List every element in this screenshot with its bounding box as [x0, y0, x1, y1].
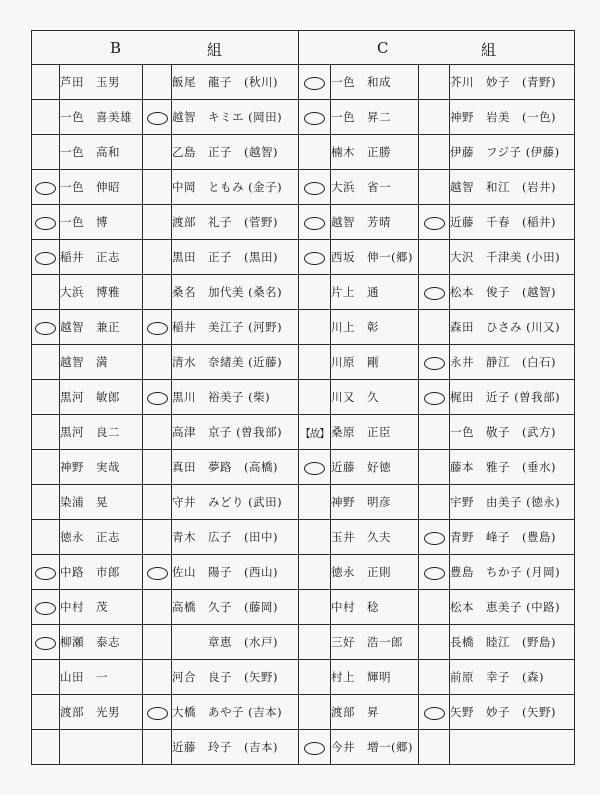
name-cell: 真田 夢路 (高橋): [172, 450, 299, 485]
mark-cell: [143, 730, 172, 765]
mark-cell: [32, 660, 60, 695]
name-cell: 大浜 博雅: [60, 275, 143, 310]
name-cell: 越智 和江 (岩井): [450, 170, 575, 205]
table-row: [32, 695, 575, 730]
name-cell: 川上 彰: [331, 310, 419, 345]
mark-cell: [32, 625, 60, 660]
circle-mark-icon: [147, 112, 168, 125]
group-c-letter: C: [377, 39, 389, 57]
mark-cell: [143, 345, 172, 380]
mark-cell: [32, 275, 60, 310]
mark-cell: [143, 240, 172, 275]
name-cell: 松本 俊子 (越智): [450, 275, 575, 310]
table-row: [32, 100, 575, 135]
name-cell: 佐山 陽子 (西山): [172, 555, 299, 590]
name-cell: 越智 兼正: [60, 310, 143, 345]
mark-cell: [299, 205, 331, 240]
name-cell: 芥川 妙子 (青野): [450, 65, 575, 100]
header-row: [32, 31, 575, 65]
name-cell: 松本 恵美子 (中路): [450, 590, 575, 625]
table-row: [32, 415, 575, 450]
table-row: [32, 485, 575, 520]
roster-body: [32, 65, 575, 765]
name-cell: 今井 増一(郷): [331, 730, 419, 765]
deceased-tag: 【故】: [300, 427, 329, 440]
mark-cell: [419, 730, 450, 765]
name-cell: 渡部 光男: [60, 695, 143, 730]
table-row: [32, 660, 575, 695]
name-cell: 青木 広子 (田中): [172, 520, 299, 555]
name-cell: 高橋 久子 (藤岡): [172, 590, 299, 625]
mark-cell: [419, 65, 450, 100]
mark-cell: [419, 205, 450, 240]
mark-cell: [419, 345, 450, 380]
name-cell: 徳永 正志: [60, 520, 143, 555]
name-cell: 村上 輝明: [331, 660, 419, 695]
name-cell: 豊島 ちか子 (月岡): [450, 555, 575, 590]
name-cell: 越智 芳晴: [331, 205, 419, 240]
circle-mark-icon: [147, 392, 168, 405]
mark-cell: [143, 170, 172, 205]
table-row: [32, 310, 575, 345]
name-cell: 章恵 (水戸): [172, 625, 299, 660]
mark-cell: [419, 660, 450, 695]
roster-table: [31, 30, 575, 765]
mark-cell: [419, 135, 450, 170]
name-cell: 神野 明彦: [331, 485, 419, 520]
group-c-header: [299, 31, 575, 65]
circle-mark-icon: [424, 392, 445, 405]
circle-mark-icon: [147, 567, 168, 580]
mark-cell: [419, 625, 450, 660]
name-cell: 渡部 昇: [331, 695, 419, 730]
name-cell: 片上 通: [331, 275, 419, 310]
name-cell: 中村 茂: [60, 590, 143, 625]
name-cell: 森田 ひさみ (川又): [450, 310, 575, 345]
table-row: [32, 135, 575, 170]
mark-cell: [32, 345, 60, 380]
mark-cell: [299, 310, 331, 345]
name-cell: 矢野 妙子 (矢野): [450, 695, 575, 730]
mark-cell: [143, 100, 172, 135]
mark-cell: [419, 555, 450, 590]
table-row: [32, 520, 575, 555]
name-cell: 神野 岩美 (一色): [450, 100, 575, 135]
name-cell: 西坂 伸一(郷): [331, 240, 419, 275]
name-cell: 染浦 晃: [60, 485, 143, 520]
name-cell: 黒田 正子 (黒田): [172, 240, 299, 275]
table-row: [32, 205, 575, 240]
circle-mark-icon: [35, 252, 56, 265]
name-cell: 梶田 近子 (曽我部): [450, 380, 575, 415]
table-row: [32, 65, 575, 100]
group-b-kumi: 組: [207, 41, 223, 59]
name-cell: [60, 730, 143, 765]
mark-cell: [419, 695, 450, 730]
name-cell: 柳瀬 泰志: [60, 625, 143, 660]
mark-cell: [143, 415, 172, 450]
mark-cell: [419, 380, 450, 415]
mark-cell: [419, 170, 450, 205]
table-row: [32, 730, 575, 765]
mark-cell: [299, 100, 331, 135]
mark-cell: [419, 485, 450, 520]
name-cell: 前原 幸子 (森): [450, 660, 575, 695]
mark-cell: [32, 240, 60, 275]
circle-mark-icon: [424, 707, 445, 720]
mark-cell: [299, 345, 331, 380]
circle-mark-icon: [424, 357, 445, 370]
mark-cell: [419, 590, 450, 625]
name-cell: 一色 敬子 (武方): [450, 415, 575, 450]
table-row: [32, 590, 575, 625]
name-cell: 高津 京子 (曽我部): [172, 415, 299, 450]
mark-cell: [419, 275, 450, 310]
name-cell: 一色 和成: [331, 65, 419, 100]
name-cell: 稲井 正志: [60, 240, 143, 275]
circle-mark-icon: [147, 707, 168, 720]
mark-cell: [143, 520, 172, 555]
name-cell: [450, 730, 575, 765]
mark-cell: [32, 555, 60, 590]
mark-cell: [299, 625, 331, 660]
circle-mark-icon: [424, 287, 445, 300]
name-cell: 一色 喜美雄: [60, 100, 143, 135]
circle-mark-icon: [424, 532, 445, 545]
mark-cell: [143, 135, 172, 170]
mark-cell: [32, 170, 60, 205]
name-cell: 清水 奈緒美 (近藤): [172, 345, 299, 380]
mark-cell: [32, 415, 60, 450]
mark-cell: [143, 555, 172, 590]
circle-mark-icon: [304, 462, 325, 475]
name-cell: 青野 峰子 (豊島): [450, 520, 575, 555]
name-cell: 渡部 礼子 (菅野): [172, 205, 299, 240]
mark-cell: [299, 415, 331, 450]
circle-mark-icon: [304, 252, 325, 265]
name-cell: 一色 博: [60, 205, 143, 240]
name-cell: 中路 市郎: [60, 555, 143, 590]
mark-cell: [32, 485, 60, 520]
circle-mark-icon: [35, 567, 56, 580]
name-cell: 越智 キミエ (岡田): [172, 100, 299, 135]
mark-cell: [32, 380, 60, 415]
mark-cell: [419, 415, 450, 450]
name-cell: 中岡 ともみ (金子): [172, 170, 299, 205]
name-cell: 近藤 好徳: [331, 450, 419, 485]
mark-cell: [299, 555, 331, 590]
table-row: [32, 170, 575, 205]
table-row: [32, 625, 575, 660]
name-cell: 徳永 正則: [331, 555, 419, 590]
mark-cell: [32, 205, 60, 240]
name-cell: 近藤 千春 (稲井): [450, 205, 575, 240]
name-cell: 玉井 久夫: [331, 520, 419, 555]
mark-cell: [143, 205, 172, 240]
mark-cell: [299, 65, 331, 100]
mark-cell: [299, 485, 331, 520]
name-cell: 神野 実哉: [60, 450, 143, 485]
table-row: [32, 345, 575, 380]
name-cell: 楠木 正勝: [331, 135, 419, 170]
table-row: [32, 380, 575, 415]
mark-cell: [299, 135, 331, 170]
circle-mark-icon: [304, 77, 325, 90]
name-cell: 三好 浩一郎: [331, 625, 419, 660]
circle-mark-icon: [35, 637, 56, 650]
table-row: [32, 240, 575, 275]
mark-cell: [299, 170, 331, 205]
mark-cell: [143, 450, 172, 485]
circle-mark-icon: [424, 567, 445, 580]
mark-cell: [32, 310, 60, 345]
name-cell: 乙島 正子 (越智): [172, 135, 299, 170]
name-cell: 桑原 正臣: [331, 415, 419, 450]
mark-cell: [299, 730, 331, 765]
name-cell: 河合 良子 (矢野): [172, 660, 299, 695]
name-cell: 永井 静江 (白石): [450, 345, 575, 380]
mark-cell: [299, 240, 331, 275]
circle-mark-icon: [35, 602, 56, 615]
mark-cell: [143, 485, 172, 520]
roster-sheet: [31, 30, 574, 765]
name-cell: 中村 稔: [331, 590, 419, 625]
mark-cell: [32, 730, 60, 765]
group-c-kumi: 組: [481, 41, 497, 59]
group-b-letter: B: [110, 39, 122, 57]
mark-cell: [32, 135, 60, 170]
mark-cell: [419, 240, 450, 275]
mark-cell: [419, 100, 450, 135]
mark-cell: [299, 695, 331, 730]
table-row: [32, 275, 575, 310]
mark-cell: [299, 660, 331, 695]
name-cell: 一色 高和: [60, 135, 143, 170]
circle-mark-icon: [35, 182, 56, 195]
name-cell: 桑名 加代美 (桑名): [172, 275, 299, 310]
name-cell: 近藤 玲子 (吉本): [172, 730, 299, 765]
name-cell: 宇野 由美子 (徳永): [450, 485, 575, 520]
circle-mark-icon: [424, 217, 445, 230]
mark-cell: [143, 590, 172, 625]
circle-mark-icon: [304, 217, 325, 230]
mark-cell: [32, 65, 60, 100]
mark-cell: [32, 590, 60, 625]
mark-cell: [32, 520, 60, 555]
name-cell: 黒河 敏郎: [60, 380, 143, 415]
name-cell: 川又 久: [331, 380, 419, 415]
mark-cell: [419, 450, 450, 485]
mark-cell: [32, 695, 60, 730]
name-cell: 一色 伸昭: [60, 170, 143, 205]
name-cell: 大浜 省一: [331, 170, 419, 205]
mark-cell: [143, 310, 172, 345]
mark-cell: [299, 520, 331, 555]
mark-cell: [299, 590, 331, 625]
circle-mark-icon: [35, 322, 56, 335]
circle-mark-icon: [304, 182, 325, 195]
name-cell: 山田 一: [60, 660, 143, 695]
name-cell: 大沢 千津美 (小田): [450, 240, 575, 275]
name-cell: 長橋 睦江 (野島): [450, 625, 575, 660]
name-cell: 伊藤 フジ子 (伊藤): [450, 135, 575, 170]
name-cell: 飯尾 龍子 (秋川): [172, 65, 299, 100]
mark-cell: [419, 520, 450, 555]
mark-cell: [32, 100, 60, 135]
name-cell: 越智 満: [60, 345, 143, 380]
circle-mark-icon: [147, 322, 168, 335]
circle-mark-icon: [35, 217, 56, 230]
name-cell: 守井 みどり (武田): [172, 485, 299, 520]
mark-cell: [299, 380, 331, 415]
mark-cell: [143, 695, 172, 730]
table-row: [32, 450, 575, 485]
mark-cell: [143, 65, 172, 100]
group-b-header: [32, 31, 299, 65]
mark-cell: [143, 660, 172, 695]
circle-mark-icon: [304, 742, 325, 755]
mark-cell: [419, 310, 450, 345]
name-cell: 黒河 良二: [60, 415, 143, 450]
name-cell: 稲井 美江子 (河野): [172, 310, 299, 345]
mark-cell: [299, 275, 331, 310]
mark-cell: [143, 625, 172, 660]
mark-cell: [299, 450, 331, 485]
mark-cell: [143, 380, 172, 415]
name-cell: 大橋 あや子 (吉本): [172, 695, 299, 730]
circle-mark-icon: [304, 112, 325, 125]
mark-cell: [143, 275, 172, 310]
name-cell: 川原 剛: [331, 345, 419, 380]
table-row: [32, 555, 575, 590]
name-cell: 芦田 玉男: [60, 65, 143, 100]
name-cell: 藤本 雅子 (垂水): [450, 450, 575, 485]
mark-cell: [32, 450, 60, 485]
name-cell: 黒川 裕美子 (柴): [172, 380, 299, 415]
name-cell: 一色 昇二: [331, 100, 419, 135]
